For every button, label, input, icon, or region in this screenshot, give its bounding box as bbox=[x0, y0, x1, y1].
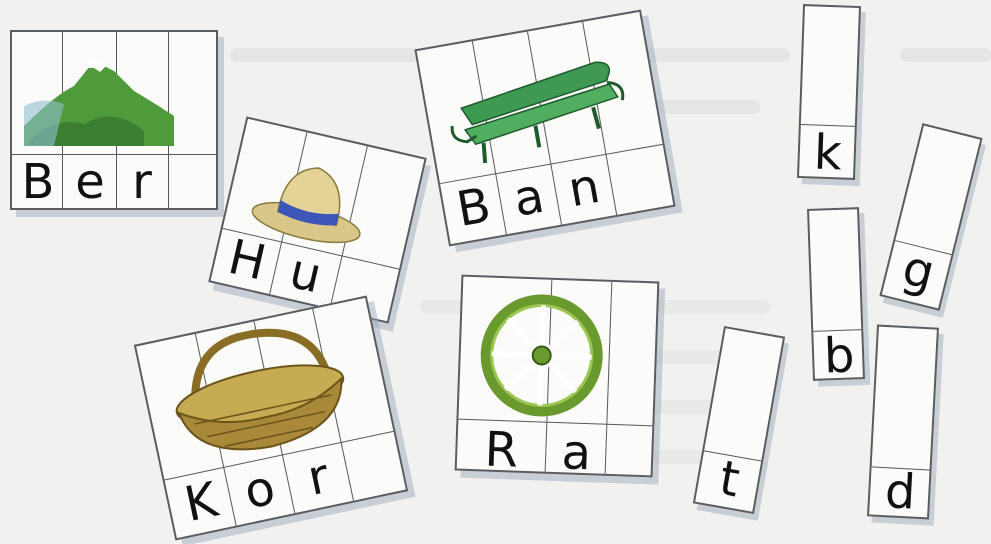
letter-r: R bbox=[483, 421, 520, 479]
mountain-icon bbox=[14, 46, 174, 156]
letter-a: a bbox=[560, 424, 593, 482]
letter-strip-g[interactable] bbox=[879, 123, 982, 311]
letter-u: u bbox=[284, 242, 327, 305]
letter-r: r bbox=[302, 448, 334, 507]
letter-k: K bbox=[179, 471, 223, 534]
letter-strip-b[interactable] bbox=[807, 207, 865, 385]
bench-icon bbox=[435, 39, 640, 175]
puzzle-card-ra[interactable] bbox=[455, 275, 660, 482]
letter-r: r bbox=[132, 154, 152, 210]
puzzle-card-ban[interactable] bbox=[414, 10, 675, 247]
letter-b: B bbox=[452, 177, 495, 239]
letter-d: d bbox=[883, 463, 918, 521]
letter-g: g bbox=[897, 239, 941, 302]
letter-o: o bbox=[239, 459, 280, 521]
letter-n: n bbox=[564, 157, 604, 219]
puzzle-card-ber[interactable] bbox=[10, 30, 218, 210]
letter-b: b bbox=[822, 327, 856, 385]
wheel-icon bbox=[475, 289, 609, 421]
letter-b: B bbox=[21, 154, 55, 210]
letter-a: a bbox=[509, 167, 549, 228]
letter-strip-t[interactable] bbox=[693, 326, 785, 514]
letter-strip-d[interactable] bbox=[867, 325, 939, 520]
letter-t: t bbox=[715, 450, 744, 509]
letter-strip-k[interactable] bbox=[797, 4, 861, 180]
puzzle-card-hu[interactable] bbox=[208, 116, 427, 323]
letter-k: k bbox=[812, 124, 843, 182]
letter-e: e bbox=[75, 154, 105, 210]
letter-h: H bbox=[223, 228, 272, 292]
puzzle-card-kor[interactable] bbox=[134, 295, 408, 540]
